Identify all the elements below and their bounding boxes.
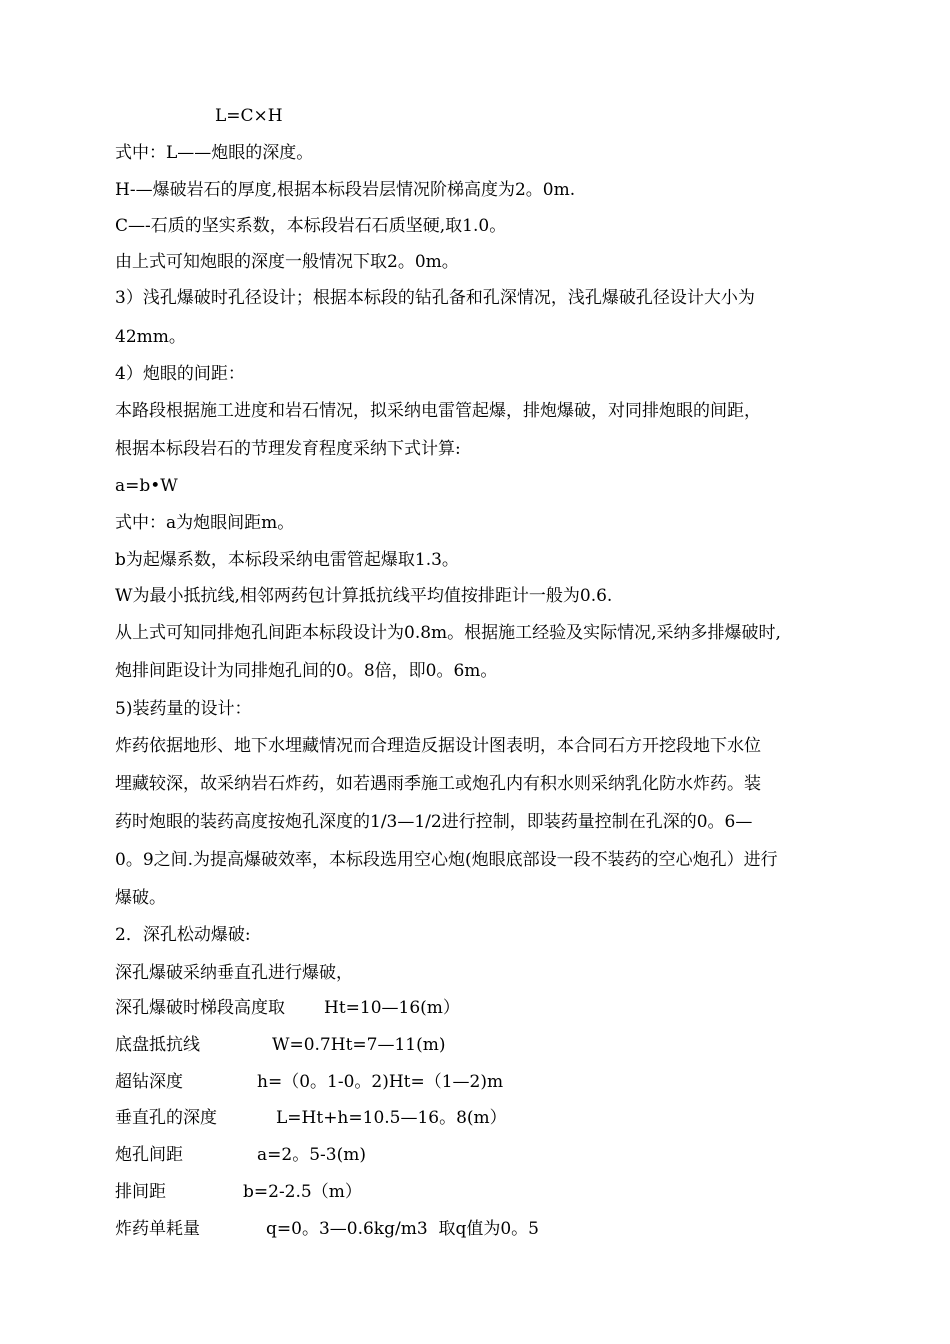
text-line: 炮排间距设计为同排炮孔间的0。8倍，即0。6m。 [115, 661, 498, 681]
text-line: 根据本标段岩石的节理发育程度采纳下式计算: [115, 439, 461, 459]
section-heading: 4）炮眼的间距： [115, 364, 245, 384]
text-line: 炸药依据地形、地下水埋藏情况而合理造反据设计图表明，本合同石方开挖段地下水位 [115, 736, 761, 756]
param-label: 超钻深度 [115, 1072, 183, 1092]
param-value: L=Ht+h=10.5—16。8(m） [276, 1108, 507, 1128]
formula-line: L=C×H [215, 106, 283, 126]
param-value: h=（0。1-0。2)Ht=（1—2)m [257, 1072, 504, 1092]
param-label: 排间距 [115, 1182, 166, 1202]
param-value: q=0。3—0.6kg/m3 取q值为0。5 [266, 1219, 539, 1239]
text-line: 3）浅孔爆破时孔径设计；根据本标段的钻孔备和孔深情况，浅孔爆破孔径设计大小为 [115, 288, 755, 308]
param-value: b=2-2.5（m） [243, 1182, 362, 1202]
text-line: b为起爆系数，本标段采纳电雷管起爆取1.3。 [115, 550, 459, 570]
text-line: H-—爆破岩石的厚度,根据本标段岩层情况阶梯高度为2。0m. [115, 180, 576, 200]
param-label: 垂直孔的深度 [115, 1108, 217, 1128]
text-line: 0。9之间.为提高爆破效率，本标段选用空心炮(炮眼底部设一段不装药的空心炮孔）进行 [115, 850, 778, 870]
param-value: W=0.7Ht=7—11(m) [272, 1035, 446, 1055]
param-label: 炸药单耗量 [115, 1219, 200, 1239]
section-heading: 2．深孔松动爆破: [115, 925, 251, 945]
text-line: 药时炮眼的装药高度按炮孔深度的1/3—1/2进行控制，即装药量控制在孔深的0。6— [115, 812, 753, 832]
text-line: C—-石质的坚实系数，本标段岩石石质坚硬,取1.0。 [115, 216, 507, 236]
text-line: 本路段根据施工进度和岩石情况，拟采纳电雷管起爆，排炮爆破，对同排炮眼的间距， [115, 401, 761, 421]
param-label: 深孔爆破时梯段高度取 [115, 998, 285, 1018]
text-line: W为最小抵抗线,相邻两药包计算抵抗线平均值按排距计一般为0.6. [115, 586, 613, 606]
param-label: 炮孔间距 [115, 1145, 183, 1165]
param-value: a=2。5-3(m) [257, 1145, 366, 1165]
text-line: 埋藏较深，故采纳岩石炸药，如若遇雨季施工或炮孔内有积水则采纳乳化防水炸药。装 [115, 774, 761, 794]
formula-line: a=b•W [115, 476, 178, 496]
text-line: 式中：a为炮眼间距m。 [115, 513, 295, 533]
text-line: 从上式可知同排炮孔间距本标段设计为0.8m。根据施工经验及实际情况,采纳多排爆破时, [115, 623, 781, 643]
section-heading: 5)装药量的设计： [115, 699, 252, 719]
param-label: 底盘抵抗线 [115, 1035, 200, 1055]
text-line: 深孔爆破采纳垂直孔进行爆破， [115, 963, 353, 983]
text-line: 式中：L——炮眼的深度。 [115, 143, 314, 163]
text-line: 42mm。 [115, 327, 186, 347]
text-line: 由上式可知炮眼的深度一般情况下取2。0m。 [115, 252, 459, 272]
param-value: Ht=10—16(m） [324, 998, 460, 1018]
text-line: 爆破。 [115, 888, 166, 908]
